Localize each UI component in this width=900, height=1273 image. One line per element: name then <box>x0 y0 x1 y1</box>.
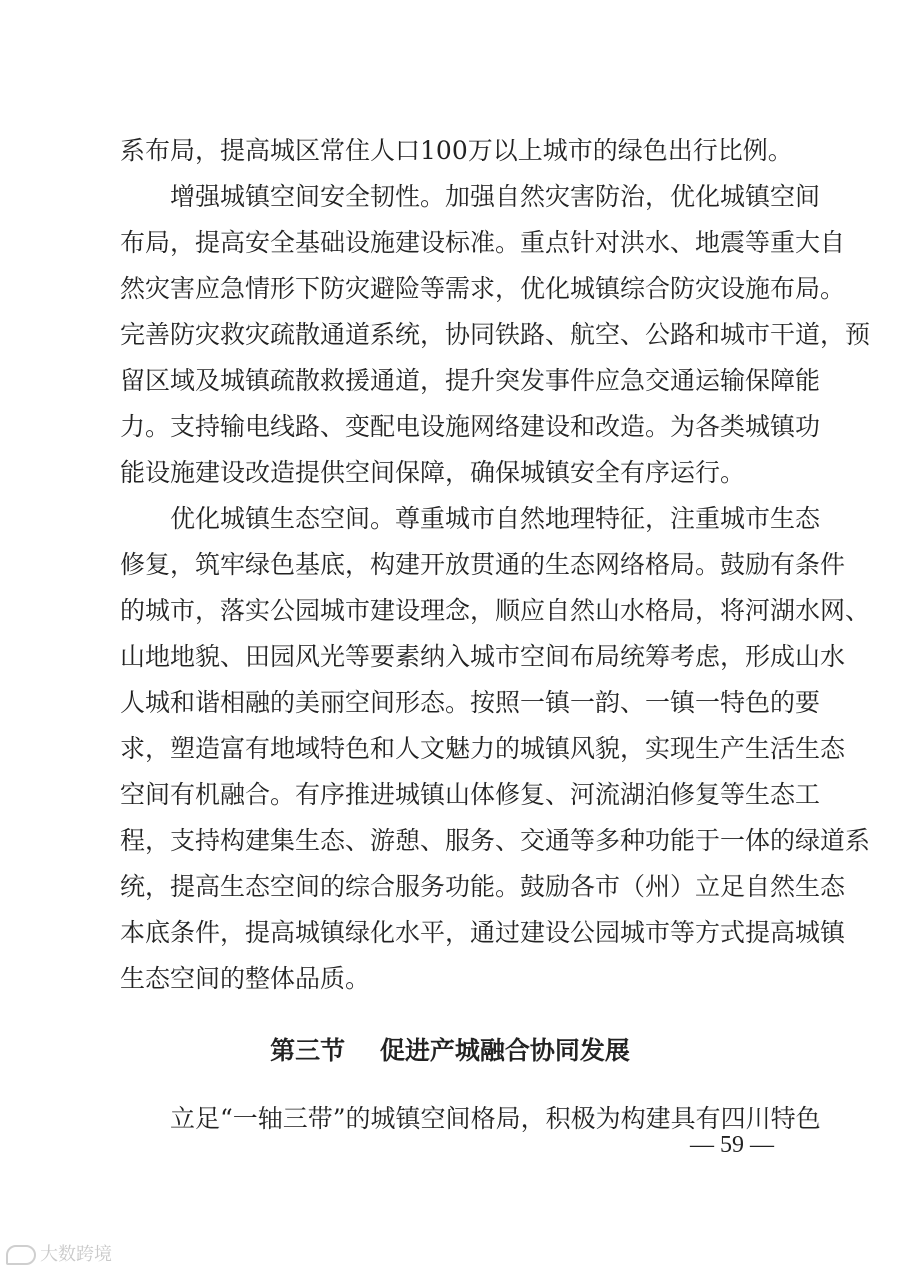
section-number: 第三节 <box>270 1036 346 1065</box>
paragraph-line: 本底条件，提高城镇绿化水平，通过建设公园城市等方式提高城镇 <box>120 918 846 947</box>
paragraph-line: 优化城镇生态空间。尊重城市自然地理特征，注重城市生态 <box>170 504 821 533</box>
paragraph-line: 然灾害应急情形下防灾避险等需求，优化城镇综合防灾设施布局。 <box>120 274 846 303</box>
paragraph-line: 能设施建设改造提供空间保障，确保城镇安全有序运行。 <box>120 458 746 487</box>
paragraph-line: 生态空间的整体品质。 <box>120 964 371 993</box>
watermark-text: 大数跨境 <box>40 1244 112 1265</box>
document-body <box>120 128 871 1142</box>
paragraph-line: 的城市，落实公园城市建设理念，顺应自然山水格局，将河湖水网、 <box>120 596 871 625</box>
paragraph-line: 增强城镇空间安全韧性。加强自然灾害防治，优化城镇空间 <box>170 182 821 211</box>
paragraph-line: 完善防灾救灾疏散通道系统，协同铁路、航空、公路和城市干道，预 <box>120 320 871 349</box>
paragraph-line: 求，塑造富有地域特色和人文魅力的城镇风貌，实现生产生活生态 <box>120 734 846 763</box>
paragraph-line: 留区域及城镇疏散救援通道，提升突发事件应急交通运输保障能 <box>120 366 821 395</box>
paragraph-line: 力。支持输电线路、变配电设施网络建设和改造。为各类城镇功 <box>120 412 821 441</box>
paragraph-line: 修复，筑牢绿色基底，构建开放贯通的生态网络格局。鼓励有条件 <box>120 550 846 579</box>
paragraph-line: 程，支持构建集生态、游憩、服务、交通等多种功能于一体的绿道系 <box>120 826 871 855</box>
paragraph-line: 空间有机融合。有序推进城镇山体修复、河流湖泊修复等生态工 <box>120 780 821 809</box>
paragraph-line: 布局，提高安全基础设施建设标准。重点针对洪水、地震等重大自 <box>120 228 846 257</box>
paragraph-continuation-line: 系布局，提高城区常住人口100万以上城市的绿色出行比例。 <box>120 136 793 165</box>
watermark <box>6 1240 112 1266</box>
paragraph-ecological-space <box>120 496 871 1002</box>
paragraph-line: 山地地貌、田园风光等要素纳入城市空间布局统筹考虑，形成山水 <box>120 642 846 671</box>
paragraph-urban-safety <box>120 174 871 496</box>
paragraph-line: 立足“一轴三带”的城镇空间格局，积极为构建具有四川特色 <box>170 1104 821 1133</box>
section-title: 促进产城融合协同发展 <box>379 1036 630 1065</box>
page-number: — 59 — <box>690 1132 774 1158</box>
paragraph-line: 统，提高生态空间的综合服务功能。鼓励各市（州）立足自然生态 <box>120 872 846 901</box>
paragraph-line: 人城和谐相融的美丽空间形态。按照一镇一韵、一镇一特色的要 <box>120 688 821 717</box>
section-heading <box>120 1028 780 1074</box>
watermark-logo-icon <box>6 1245 36 1265</box>
